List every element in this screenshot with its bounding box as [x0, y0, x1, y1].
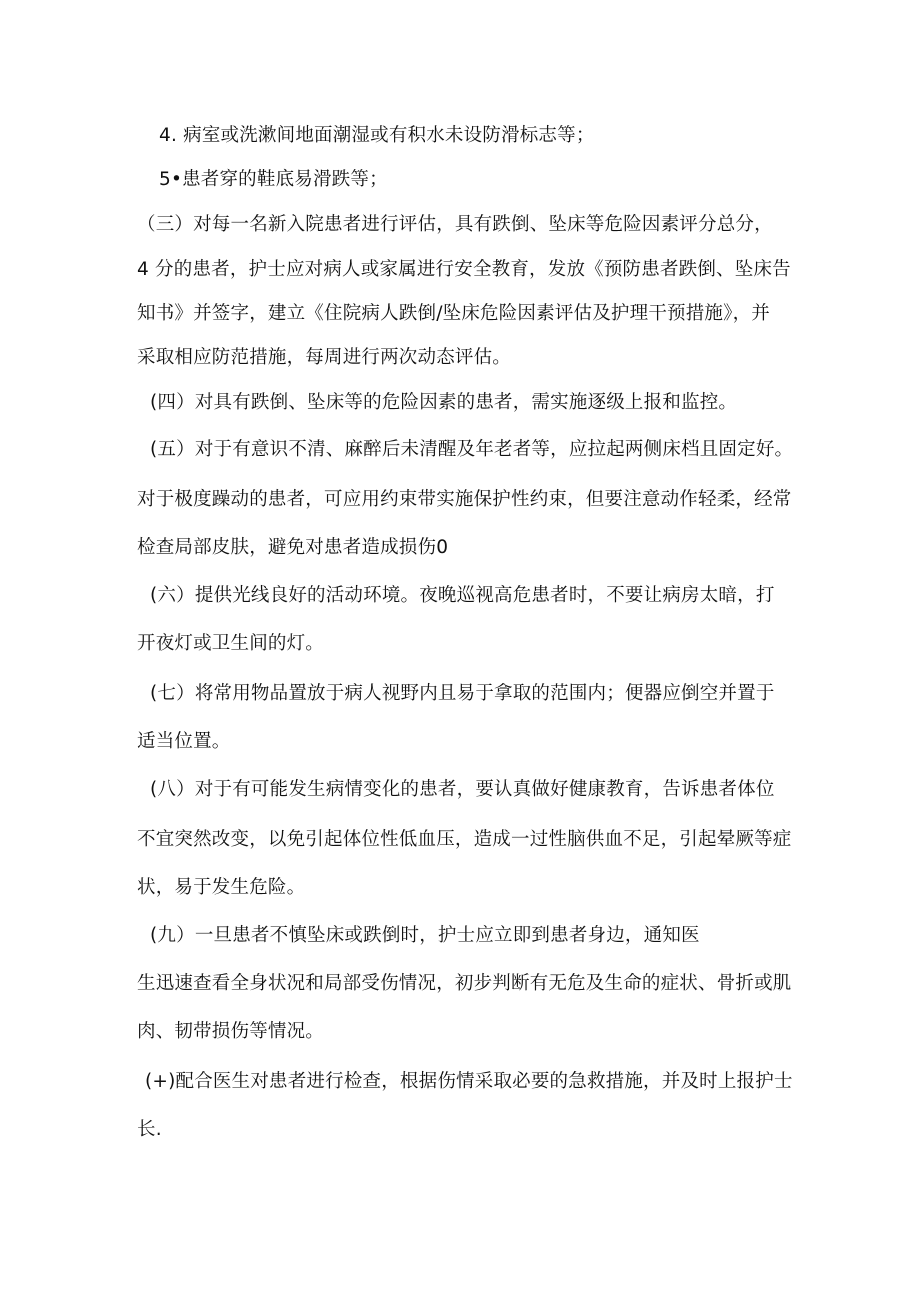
text-line: 4. 病室或洗漱间地面潮湿或有积水未设防滑标志等； [159, 125, 595, 146]
text-line: 检查局部皮肤，避免对患者造成损伤0 [137, 537, 449, 558]
text-line: (五）对于有意识不清、麻醉后未清醒及年老者等，应拉起两侧床档且固定好。 [150, 439, 794, 460]
text-line: (九）一旦患者不慎坠床或跌倒时，护士应立即到患者身边，通知医 [150, 925, 700, 946]
text-line: 开夜灯或卫生间的灯。 [137, 633, 325, 654]
text-line: 适当位置。 [137, 731, 231, 752]
text-line: （三）对每一名新入院患者进行评估，具有跌倒、坠床等危险因素评分总分， [137, 214, 773, 235]
text-line: (八）对于有可能发生病情变化的患者，要认真做好健康教育，告诉患者体位 [150, 779, 775, 800]
text-line: 采取相应防范措施，每周进行两次动态评估。 [137, 347, 512, 368]
text-line: 生迅速查看全身状况和局部受伤情况，初步判断有无危及生命的症状、骨折或肌 [137, 973, 792, 994]
text-line: (+)配合医生对患者进行检查，根据伤情采取必要的急救措施，并及时上报护士 [145, 1071, 793, 1092]
text-line: 对于极度躁动的患者，可应用约束带实施保护性约束，但要注意动作轻柔，经常 [137, 489, 792, 510]
text-line: 长. [137, 1119, 162, 1140]
text-line: 5•患者穿的鞋底易滑跌等； [159, 169, 388, 190]
text-line: 知书》并签字，建立《住院病人跌倒/坠床危险因素评估及护理干预措施》，并 [137, 303, 770, 324]
text-line: (四）对具有跌倒、坠床等的危险因素的患者，需实施逐级上报和监控。 [150, 392, 738, 413]
text-line: (六）提供光线良好的活动环境。夜晚巡视高危患者时，不要让病房太暗，打 [150, 585, 775, 606]
text-line: 状，易于发生危险。 [137, 877, 306, 898]
text-line: 肉、韧带损伤等情况。 [137, 1021, 325, 1042]
text-line: 4 分的患者，护士应对病人或家属进行安全教育，发放《预防患者跌倒、坠床告 [137, 259, 791, 280]
text-line: (七）将常用物品置放于病人视野内且易于拿取的范围内；便器应倒空并置于 [150, 683, 775, 704]
text-line: 不宜突然改变，以免引起体位性低血压，造成一过性脑供血不足，引起晕厥等症 [137, 829, 792, 850]
